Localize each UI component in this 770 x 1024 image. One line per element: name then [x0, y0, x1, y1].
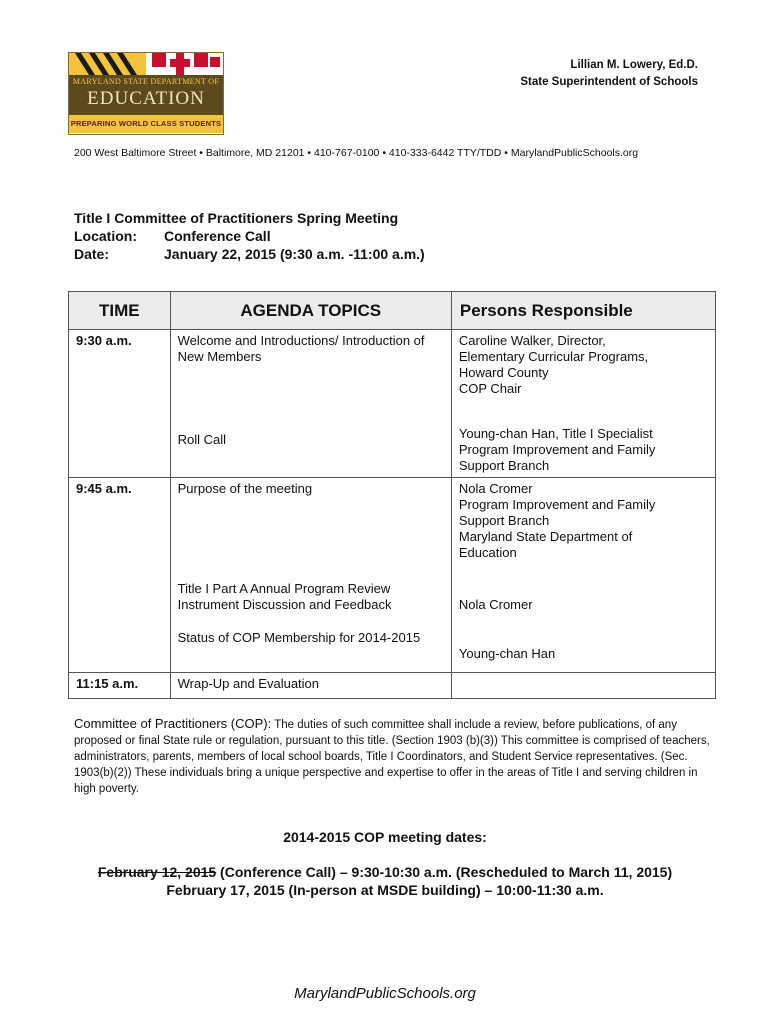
person-line: Nola Cromer — [458, 597, 533, 612]
maryland-flag-icon — [69, 53, 223, 75]
dates-list — [0, 863, 770, 899]
person-line: Young-chan Han, Title I Specialist — [458, 426, 653, 441]
person-line: Support Branch — [458, 458, 550, 473]
topic-cell — [170, 478, 451, 673]
person-cell — [451, 478, 715, 673]
superintendent-title: State Superintendent of Schools — [520, 76, 698, 88]
date-label: Date: — [74, 246, 110, 262]
person-line: Young-chan Han — [458, 646, 556, 661]
agenda-table — [68, 291, 716, 699]
date-line-1 — [0, 863, 770, 881]
struck-date: February 12, 2015 — [97, 864, 217, 880]
cop-description — [74, 716, 714, 797]
superintendent-block — [520, 57, 698, 91]
person-line: Elementary Curricular Programs, — [458, 349, 649, 364]
footer-url: MarylandPublicSchools.org — [294, 985, 476, 1002]
person-line: Support Branch — [458, 513, 550, 528]
person-line: Program Improvement and Family — [458, 497, 656, 512]
cop-label: Committee of Practitioners (COP): — [74, 716, 272, 731]
msde-logo — [68, 52, 224, 135]
header-persons: Persons Responsible — [451, 292, 715, 330]
meeting-header — [74, 209, 425, 263]
time-cell: 11:15 a.m. — [69, 673, 171, 699]
location-label: Location: — [74, 228, 137, 244]
time-cell: 9:30 a.m. — [69, 330, 171, 478]
person-line: Maryland State Department of — [458, 529, 633, 544]
person-line: COP Chair — [458, 381, 522, 396]
person-line: Nola Cromer — [458, 481, 533, 496]
cop-text: The duties of such committee shall include a review, before publications, of any proposed or final State rule or regulation, pursuant to this title. (Section 1903 (b)(3)) This committee is comprised of teachers, administrators, parents, members of local school boards, Title I Coordinators, and Student Service representatives. (Sec. 1903(b)(2)) These individuals bring a unique perspective and expertise to offer in the areas of Title I and serving children in high poverty. — [74, 719, 710, 795]
person-cell — [451, 673, 715, 699]
person-line: Program Improvement and Family — [458, 442, 656, 457]
logo-top-text: MARYLAND STATE DEPARTMENT OF — [72, 77, 220, 86]
address-line: 200 West Baltimore Street • Baltimore, MD 21201 • 410-767-0100 • 410-333-6442 TTY/TDD • MarylandPublicSchools.org — [74, 147, 639, 159]
topic-item: Status of COP Membership for 2014-2015 — [177, 630, 421, 645]
topic-item: Purpose of the meeting — [177, 481, 313, 496]
time-cell: 9:45 a.m. — [69, 478, 171, 673]
table-row — [69, 330, 716, 478]
agenda-header-row — [69, 292, 716, 330]
header-topics: AGENDA TOPICS — [170, 292, 451, 330]
person-cell — [451, 330, 715, 478]
logo-main-text: EDUCATION — [87, 88, 205, 109]
topic-cell — [170, 330, 451, 478]
superintendent-name: Lillian M. Lowery, Ed.D. — [570, 59, 698, 71]
dates-title: 2014-2015 COP meeting dates: — [283, 829, 487, 845]
logo-tagline: PREPARING WORLD CLASS STUDENTS — [69, 115, 223, 133]
table-row — [69, 478, 716, 673]
date-line-1-rest: (Conference Call) – 9:30-10:30 a.m. (Rescheduled to March 11, 2015) — [216, 864, 673, 880]
date-value: January 22, 2015 (9:30 a.m. -11:00 a.m.) — [164, 246, 425, 262]
person-line: Education — [458, 545, 517, 560]
header-time: TIME — [69, 292, 171, 330]
topic-item: Wrap-Up and Evaluation — [177, 676, 320, 691]
meeting-title: Title I Committee of Practitioners Spring Meeting — [74, 210, 399, 226]
topic-item: Title I Part A Annual Program Review Instrument Discussion and Feedback — [177, 581, 392, 612]
location-value: Conference Call — [164, 228, 271, 244]
topic-cell — [170, 673, 451, 699]
person-line: Caroline Walker, Director, — [458, 333, 606, 348]
date-line-2: February 17, 2015 (In-person at MSDE building) – 10:00-11:30 a.m. — [166, 882, 604, 898]
table-row — [69, 673, 716, 699]
topic-item: Roll Call — [177, 432, 227, 447]
topic-item: Welcome and Introductions/ Introduction of New Members — [177, 333, 425, 364]
person-line: Howard County — [458, 365, 549, 380]
